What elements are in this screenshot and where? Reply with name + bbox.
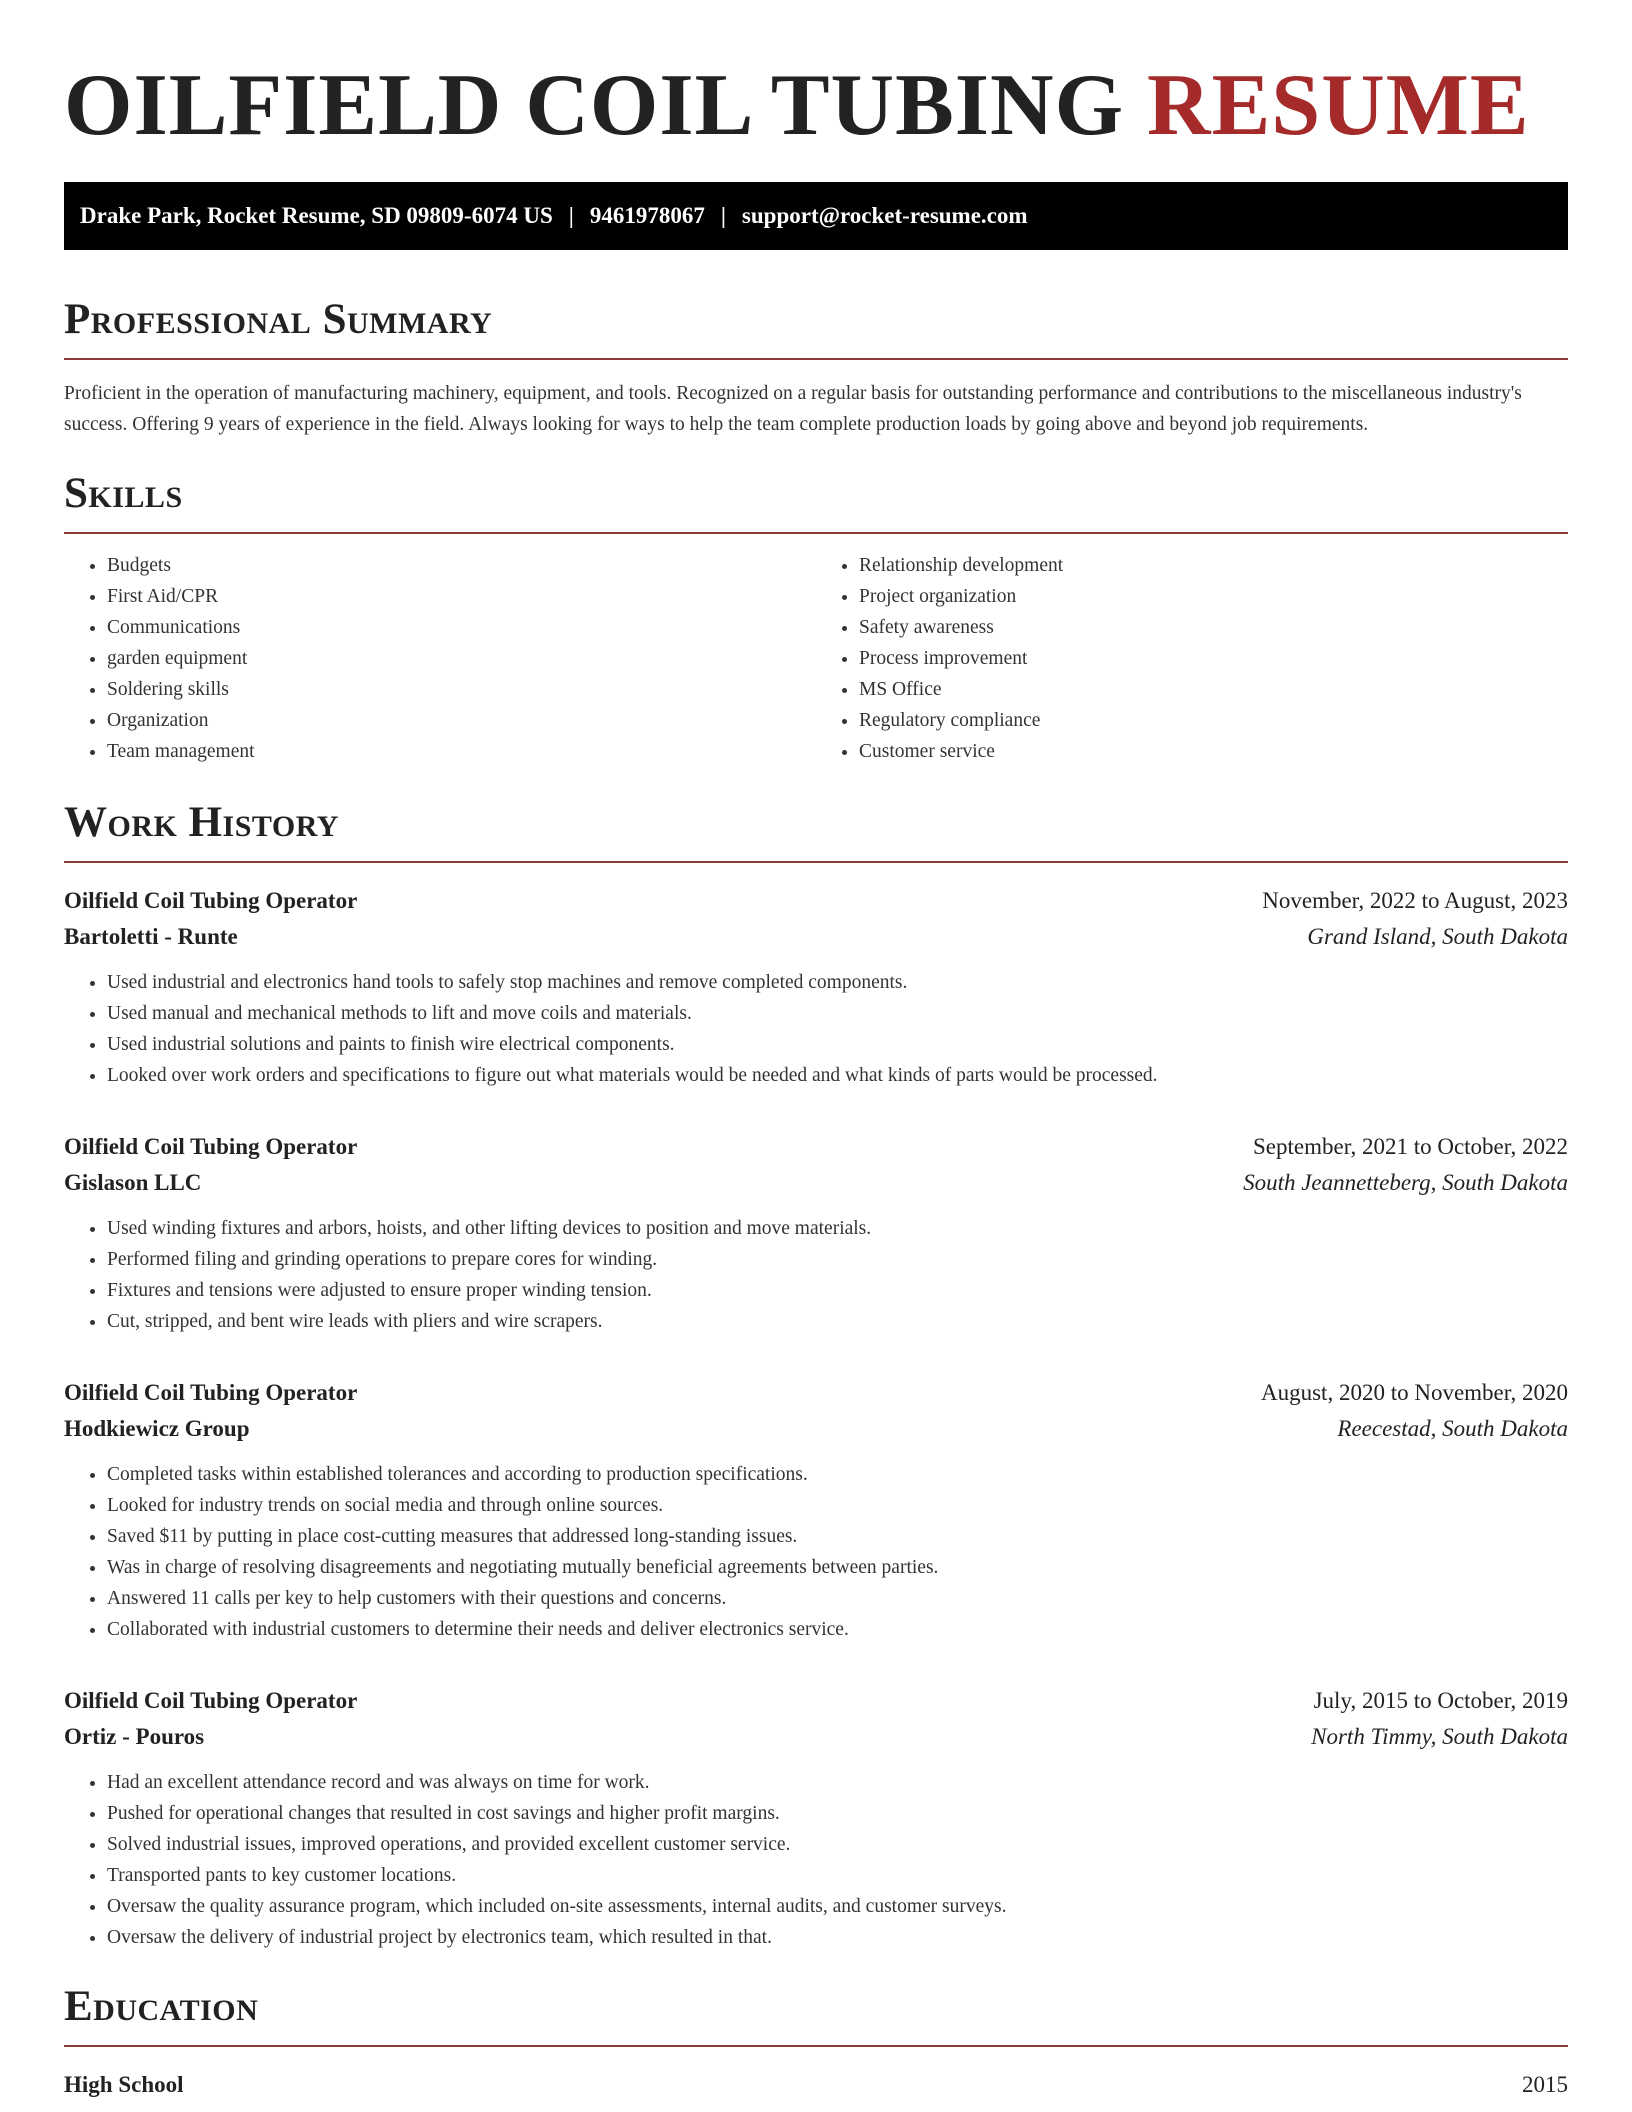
contact-address: Drake Park, Rocket Resume, SD 09809-6074 US: [80, 203, 553, 228]
skill-item: • Communications: [107, 612, 816, 643]
skill-item: • garden equipment: [107, 643, 816, 674]
job-bullets: [64, 967, 1568, 1091]
job-bullet: • Solved industrial issues, improved operations, and provided excellent customer service.: [107, 1829, 1568, 1860]
job-title: Oilfield Coil Tubing Operator: [64, 1134, 358, 1159]
skill-item: • First Aid/CPR: [107, 581, 816, 612]
job-bullet: • Fixtures and tensions were adjusted to ensure proper winding tension.: [107, 1275, 1568, 1306]
education-year: 2015: [1522, 2072, 1568, 2097]
skill-item: • Team management: [107, 736, 816, 767]
education-section: [64, 1981, 1568, 2103]
job-location: Grand Island, South Dakota: [1307, 924, 1568, 949]
section-divider: [64, 2045, 1568, 2047]
skill-item: • Process improvement: [859, 643, 1568, 674]
job-company-row: [64, 1165, 1568, 1201]
skill-item: • Regulatory compliance: [859, 705, 1568, 736]
job-dates: September, 2021 to October, 2022: [1253, 1134, 1568, 1159]
education-entry: [64, 2067, 1568, 2103]
skill-item: • Organization: [107, 705, 816, 736]
job-title: Oilfield Coil Tubing Operator: [64, 888, 358, 913]
job-bullet: • Performed filing and grinding operations to prepare cores for winding.: [107, 1244, 1568, 1275]
job-bullet: • Used manual and mechanical methods to lift and move coils and materials.: [107, 998, 1568, 1029]
job-dates: November, 2022 to August, 2023: [1262, 888, 1568, 913]
title-accent: RESUME: [1147, 57, 1530, 154]
job-company-row: [64, 1411, 1568, 1447]
job-bullet: • Completed tasks within established tolerances and according to production specifications.: [107, 1459, 1568, 1490]
job-title: Oilfield Coil Tubing Operator: [64, 1688, 358, 1713]
contact-phone: 9461978067: [589, 203, 705, 228]
section-divider: [64, 532, 1568, 534]
job-bullet: • Oversaw the delivery of industrial project by electronics team, which resulted in that.: [107, 1922, 1568, 1953]
job-bullet: • Looked over work orders and specifications to figure out what materials would be needed and what kinds of parts would be processed.: [107, 1060, 1568, 1091]
skills-section: [64, 468, 1568, 767]
job-entry: [64, 1683, 1568, 1953]
job-bullets: [64, 1767, 1568, 1953]
job-company: Gislason LLC: [64, 1170, 202, 1195]
job-bullet: • Was in charge of resolving disagreements and negotiating mutually beneficial agreements between parties.: [107, 1552, 1568, 1583]
skills-list-right: [816, 550, 1568, 767]
work-history-heading: Work History: [64, 799, 339, 846]
job-bullet: • Answered 11 calls per key to help customers with their questions and concerns.: [107, 1583, 1568, 1614]
job-header-row: [64, 1129, 1568, 1165]
summary-heading: Professional Summary: [64, 296, 493, 343]
section-divider: [64, 358, 1568, 360]
skill-item: • Budgets: [107, 550, 816, 581]
job-bullets: [64, 1213, 1568, 1337]
job-dates: August, 2020 to November, 2020: [1261, 1380, 1568, 1405]
skill-item: • MS Office: [859, 674, 1568, 705]
skills-list-left: [64, 550, 816, 767]
job-header-row: [64, 1375, 1568, 1411]
contact-bar: [64, 182, 1568, 250]
job-header-row: [64, 1683, 1568, 1719]
skills-columns: [64, 550, 1568, 767]
job-entry: [64, 1129, 1568, 1337]
job-company: Ortiz - Pouros: [64, 1724, 205, 1749]
job-header-row: [64, 883, 1568, 919]
job-bullet: • Transported pants to key customer locations.: [107, 1860, 1568, 1891]
education-heading: Education: [64, 1983, 259, 2030]
job-bullet: • Used industrial and electronics hand tools to safely stop machines and remove completed components.: [107, 967, 1568, 998]
summary-text: Proficient in the operation of manufacturing machinery, equipment, and tools. Recognized on a regular basis for outstanding performance and contributions to the miscellaneous industry's success. Offering 9 years of experience in the field. Always looking for ways to help the team complete production loads by going above and beyond job requirements.: [64, 383, 1522, 435]
skill-item: • Customer service: [859, 736, 1568, 767]
title-main: OILFIELD COIL TUBING: [64, 57, 1125, 154]
education-degree: High School: [64, 2072, 184, 2097]
job-dates: July, 2015 to October, 2019: [1313, 1688, 1568, 1713]
job-entry: [64, 883, 1568, 1091]
job-bullet: • Used winding fixtures and arbors, hoists, and other lifting devices to position and move materials.: [107, 1213, 1568, 1244]
job-bullet: • Saved $11 by putting in place cost-cutting measures that addressed long-standing issues.: [107, 1521, 1568, 1552]
skill-item: • Relationship development: [859, 550, 1568, 581]
skill-item: • Safety awareness: [859, 612, 1568, 643]
contact-email[interactable]: support@rocket-resume.com: [741, 203, 1028, 228]
job-location: South Jeannetteberg, South Dakota: [1243, 1170, 1568, 1195]
job-title: Oilfield Coil Tubing Operator: [64, 1380, 358, 1405]
job-bullet: • Had an excellent attendance record and was always on time for work.: [107, 1767, 1568, 1798]
job-bullet: • Collaborated with industrial customers to determine their needs and deliver electronics service.: [107, 1614, 1568, 1645]
job-company: Hodkiewicz Group: [64, 1416, 250, 1441]
job-list: [64, 883, 1568, 1953]
skills-heading: Skills: [64, 470, 183, 517]
summary-section: [64, 294, 1568, 440]
skill-item: • Project organization: [859, 581, 1568, 612]
job-bullet: • Pushed for operational changes that resulted in cost savings and higher profit margins.: [107, 1798, 1568, 1829]
job-bullets: [64, 1459, 1568, 1645]
job-entry: [64, 1375, 1568, 1645]
job-bullet: • Looked for industry trends on social media and through online sources.: [107, 1490, 1568, 1521]
job-company: Bartoletti - Runte: [64, 924, 238, 949]
job-company-row: [64, 919, 1568, 955]
job-company-row: [64, 1719, 1568, 1755]
job-location: North Timmy, South Dakota: [1311, 1724, 1568, 1749]
section-divider: [64, 861, 1568, 863]
resume-title: [64, 0, 1568, 156]
job-bullet: • Cut, stripped, and bent wire leads with pliers and wire scrapers.: [107, 1306, 1568, 1337]
contact-separator: |: [568, 203, 574, 228]
contact-separator: |: [720, 203, 726, 228]
job-location: Reecestad, South Dakota: [1337, 1416, 1568, 1441]
job-bullet: • Used industrial solutions and paints to finish wire electrical components.: [107, 1029, 1568, 1060]
work-history-section: [64, 797, 1568, 1953]
job-bullet: • Oversaw the quality assurance program, which included on-site assessments, internal audits, and customer surveys.: [107, 1891, 1568, 1922]
skill-item: • Soldering skills: [107, 674, 816, 705]
